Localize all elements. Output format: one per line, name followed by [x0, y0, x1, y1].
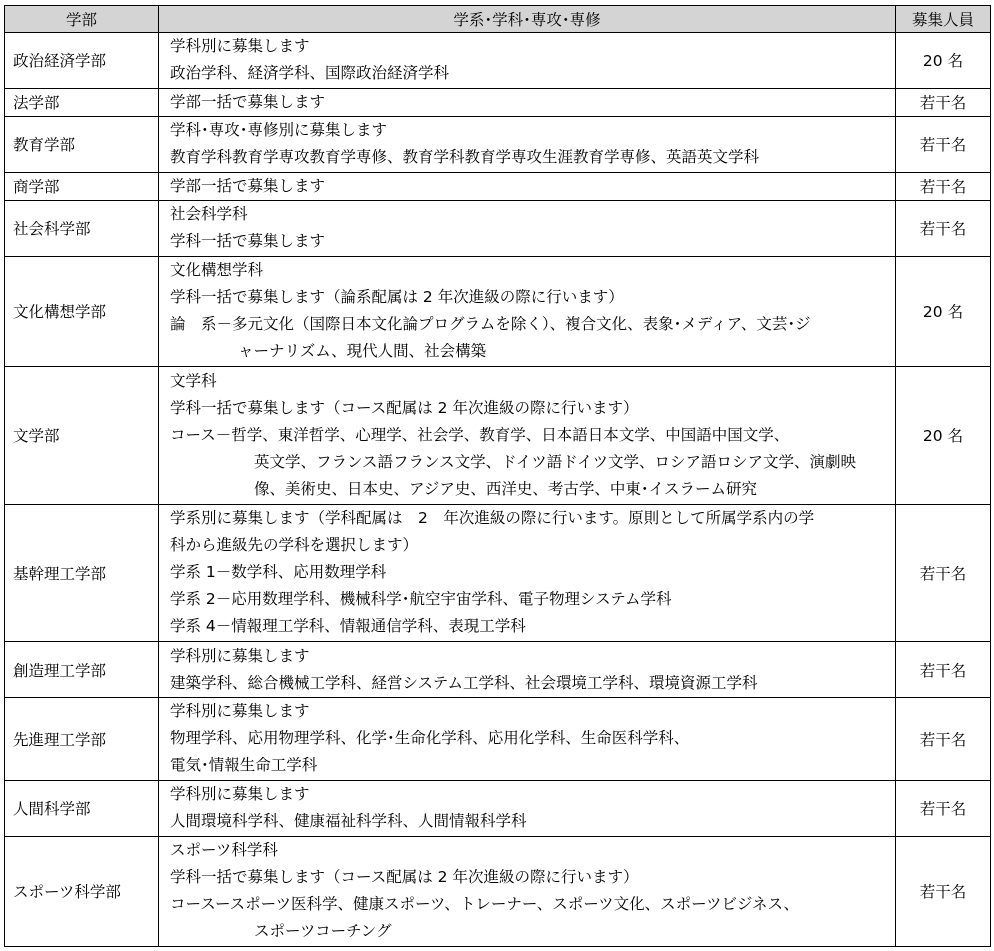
detail-cell [159, 33, 896, 89]
faculty-cell: 商学部 [5, 172, 159, 200]
detail-cell [159, 504, 896, 642]
table-row [5, 172, 991, 200]
detail-cell [159, 836, 896, 946]
table-row [5, 504, 991, 642]
table-row [5, 116, 991, 172]
detail-cell [159, 116, 896, 172]
detail-cell [159, 88, 896, 116]
header-departments: 学系･学科･専攻･専修 [159, 6, 896, 33]
detail-line: 学系別に募集します（学科配属は 2 年次進級の際に行います。原則として所属学系内の学 [170, 509, 815, 528]
detail-line: 建築学科、総合機械工学科、経営システム工学科、社会環境工学科、環境資源工学科 [170, 673, 758, 692]
faculty-cell: 社会科学部 [5, 200, 159, 256]
faculty-cell: 基幹理工学部 [5, 504, 159, 642]
detail-cell [159, 200, 896, 256]
detail-line: 社会科学科 [170, 205, 248, 224]
capacity-cell: 若干名 [896, 88, 991, 116]
detail-line: 物理学科、応用物理学科、化学･生命化学科、応用化学科、生命医科学科、 [170, 729, 690, 748]
detail-line: 学系 1－数学科、応用数理学科 [170, 563, 387, 582]
detail-line: 学科一括で募集します（コース配属は 2 年次進級の際に行います） [170, 868, 639, 887]
table-row [5, 33, 991, 89]
capacity-cell: 若干名 [896, 642, 991, 698]
header-faculty: 学部 [5, 6, 159, 33]
detail-line: 学科一括で募集します（コース配属は 2 年次進級の際に行います） [170, 398, 639, 417]
table-row [5, 642, 991, 698]
detail-line: 科から進級先の学科を選択します） [170, 536, 419, 555]
detail-line: 学科別に募集します [170, 785, 310, 804]
detail-line: 文化構想学科 [170, 261, 264, 280]
detail-line: スポーツコーチング [254, 922, 392, 941]
detail-line: 学部一括で募集します [170, 176, 326, 195]
capacity-cell: 若干名 [896, 504, 991, 642]
detail-line: スポーツ科学科 [170, 841, 278, 860]
faculty-cell: 先進理工学部 [5, 697, 159, 780]
faculty-cell: 文学部 [5, 366, 159, 504]
detail-line: 電気･情報生命工学科 [170, 756, 318, 775]
detail-line: 学科･専攻･専修別に募集します [170, 121, 388, 140]
detail-line: 学科別に募集します [170, 37, 310, 56]
faculty-cell: 創造理工学部 [5, 642, 159, 698]
faculty-cell: 政治経済学部 [5, 33, 159, 89]
table-row [5, 366, 991, 504]
table-row [5, 697, 991, 780]
capacity-cell: 若干名 [896, 780, 991, 836]
header-capacity: 募集人員 [896, 6, 991, 33]
capacity-cell: 若干名 [896, 697, 991, 780]
detail-line: コース－哲学、東洋哲学、心理学、社会学、教育学、日本語日本文学、中国語中国文学、 [170, 425, 790, 444]
table-row [5, 780, 991, 836]
capacity-cell: 若干名 [896, 200, 991, 256]
detail-line: コースースポーツ医科学、健康スポーツ、トレーナー、スポーツ文化、スポーツビジネス、 [170, 895, 799, 914]
detail-cell [159, 256, 896, 366]
capacity-cell: 20 名 [896, 366, 991, 504]
capacity-cell: 若干名 [896, 836, 991, 946]
detail-line: 学科別に募集します [170, 646, 310, 665]
recruitment-table [4, 5, 991, 947]
detail-line: 学系 4－情報理工学科、情報通信学科、表現工学科 [170, 617, 526, 636]
table-row [5, 836, 991, 946]
detail-cell [159, 366, 896, 504]
detail-cell [159, 172, 896, 200]
faculty-cell: 教育学部 [5, 116, 159, 172]
table-row [5, 88, 991, 116]
faculty-cell: 文化構想学部 [5, 256, 159, 366]
detail-cell [159, 780, 896, 836]
detail-line: 像、美術史、日本史、アジア史、西洋史、考古学、中東･イスラーム研究 [254, 479, 757, 498]
detail-line: 教育学科教育学専攻教育学専修、教育学科教育学専攻生涯教育学専修、英語英文学科 [170, 148, 760, 167]
detail-line: 英文学、フランス語フランス文学、ドイツ語ドイツ文学、ロシア語ロシア文学、演劇映 [254, 452, 857, 471]
detail-line: 政治学科、経済学科、国際政治経済学科 [170, 64, 450, 83]
detail-line: 人間環境科学科、健康福祉科学科、人間情報科学科 [170, 812, 527, 831]
table-row [5, 256, 991, 366]
capacity-cell: 若干名 [896, 172, 991, 200]
detail-line: 学科別に募集します [170, 702, 310, 721]
detail-line: 学科一括で募集します（論系配属は 2 年次進級の際に行います） [170, 288, 624, 307]
detail-line: ャーナリズム、現代人間、社会構築 [238, 342, 487, 361]
faculty-cell: スポーツ科学部 [5, 836, 159, 946]
capacity-cell: 若干名 [896, 116, 991, 172]
detail-cell [159, 642, 896, 698]
detail-line: 学科一括で募集します [170, 232, 326, 251]
table-row [5, 200, 991, 256]
capacity-cell: 20 名 [896, 33, 991, 89]
detail-cell [159, 697, 896, 780]
detail-line: 論 系－多元文化（国際日本文化論プログラムを除く）、複合文化、表象･メディア、文芸･ジ [170, 315, 811, 334]
faculty-cell: 人間科学部 [5, 780, 159, 836]
faculty-cell: 法学部 [5, 88, 159, 116]
capacity-cell: 20 名 [896, 256, 991, 366]
detail-line: 文学科 [170, 371, 217, 390]
detail-line: 学系 2－応用数理学科、機械科学･航空宇宙学科、電子物理システム学科 [170, 590, 672, 609]
detail-line: 学部一括で募集します [170, 92, 326, 111]
header-row [5, 6, 991, 33]
